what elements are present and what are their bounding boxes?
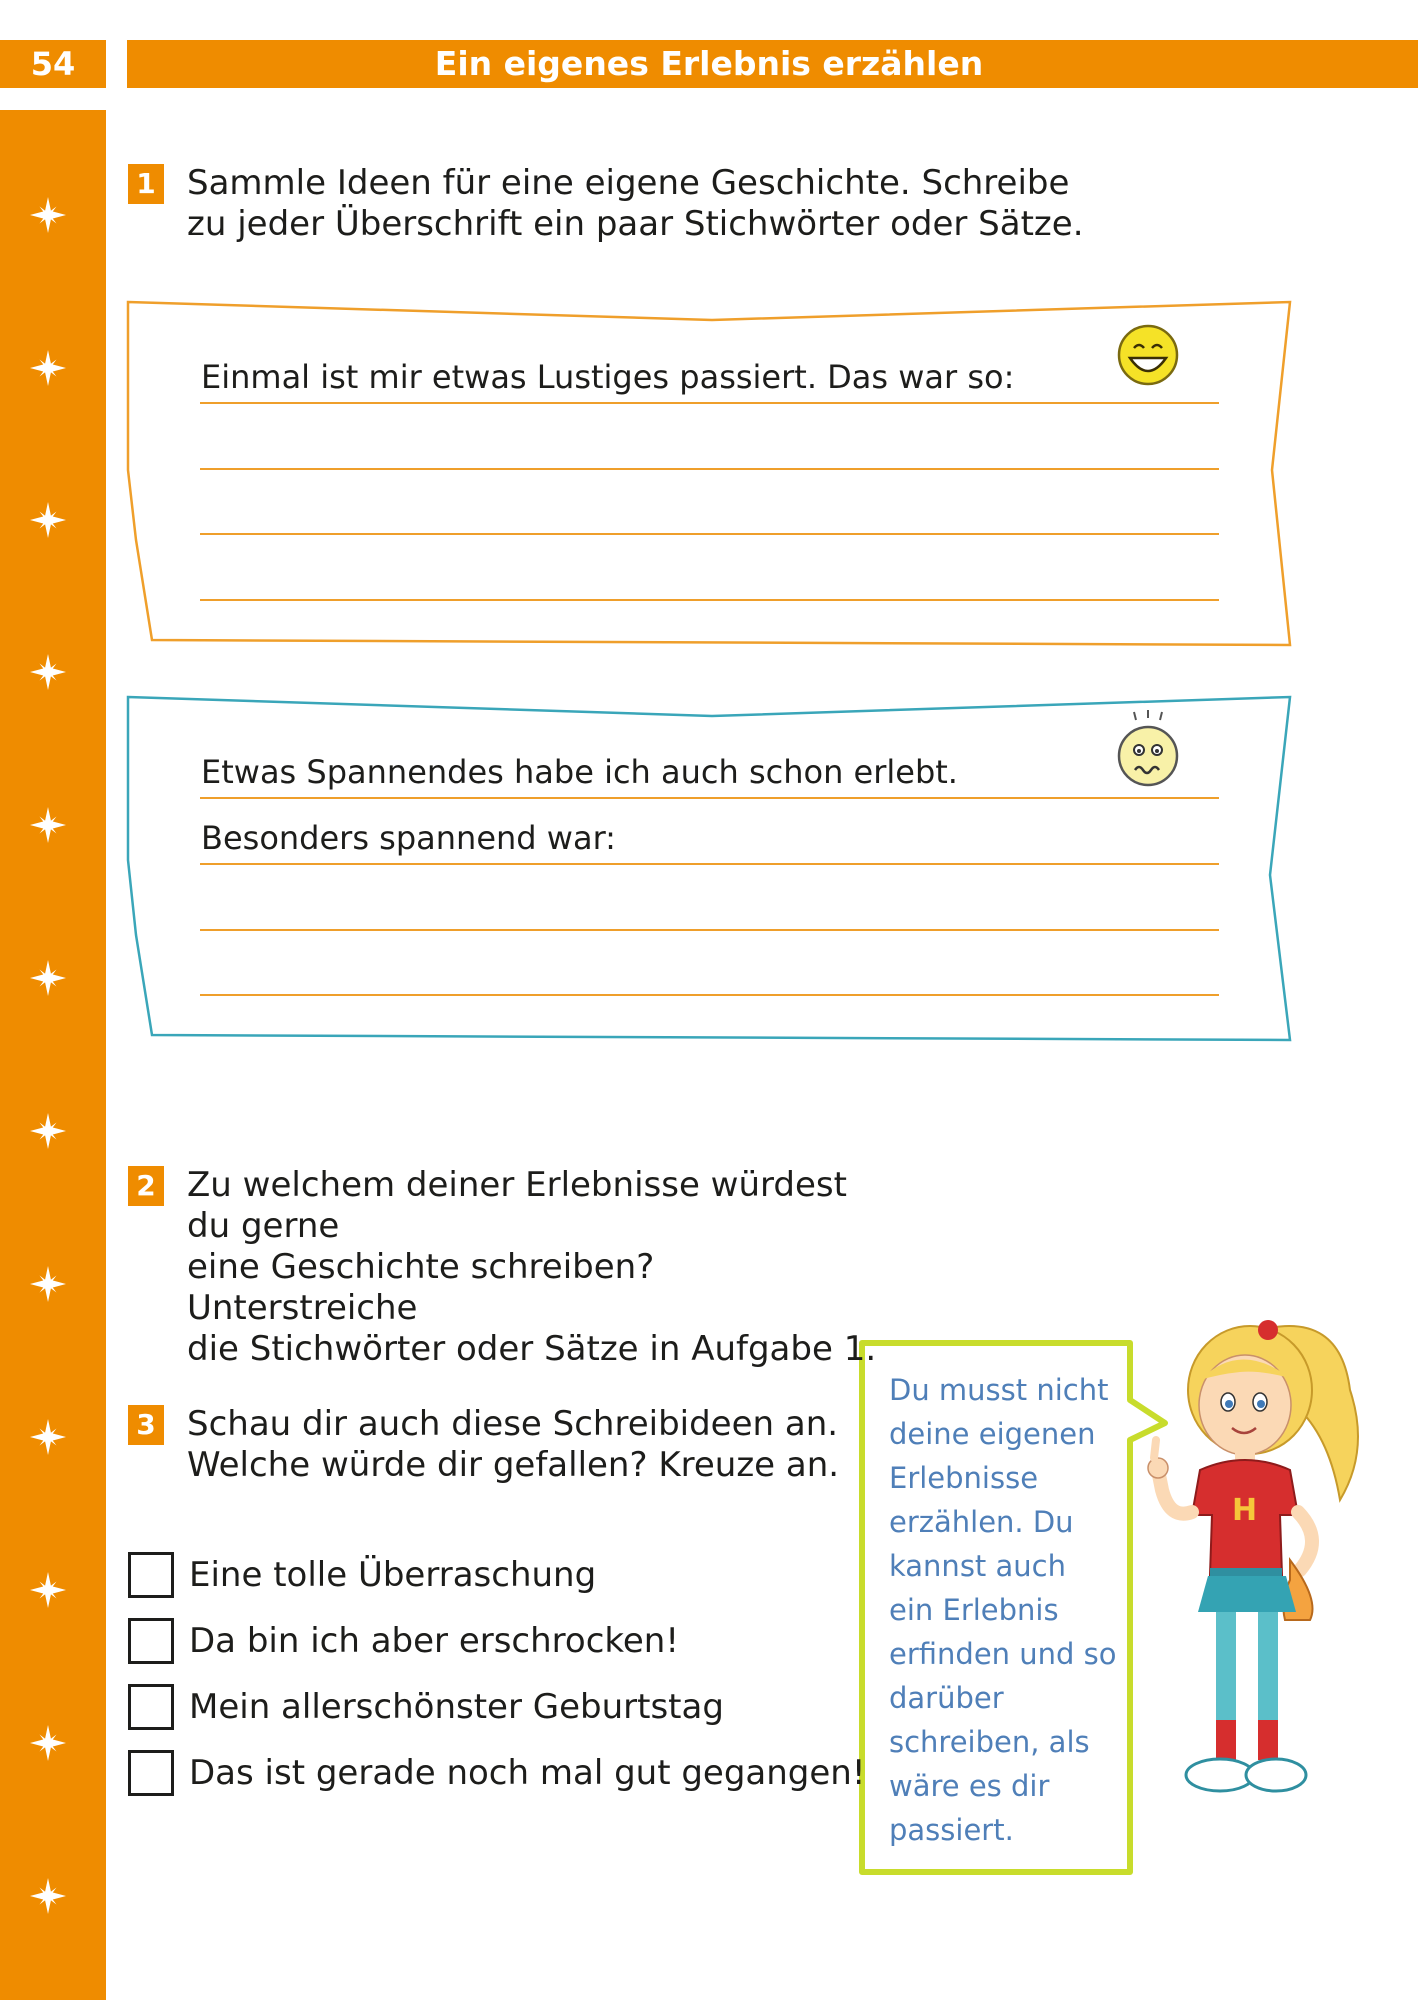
speech-bubble-line: erzählen. Du: [889, 1505, 1074, 1539]
writing-line[interactable]: [200, 994, 1219, 996]
writing-line[interactable]: [200, 468, 1219, 470]
speech-bubble-line: darüber: [889, 1681, 1004, 1715]
speech-bubble-line: wäre es dir: [889, 1769, 1050, 1803]
exciting-story-subheading: Besonders spannend war:: [201, 819, 616, 857]
option-label: Mein allerschönster Geburtstag: [189, 1687, 724, 1727]
checkbox-surprise[interactable]: [128, 1552, 174, 1598]
exciting-story-heading: Etwas Spannendes habe ich auch schon erlebt.: [201, 753, 958, 791]
speech-bubble: [889, 1368, 1119, 1852]
smiley-scared-icon: [1112, 708, 1184, 792]
speech-bubble-line: deine eigenen: [889, 1417, 1096, 1451]
writing-line[interactable]: [200, 402, 1219, 404]
girl-character-illustration: [1140, 1300, 1380, 1840]
speech-bubble-line: passiert.: [889, 1813, 1014, 1847]
task-1-number: 1: [128, 164, 164, 204]
funny-story-heading: Einmal ist mir etwas Lustiges passiert. Das war so:: [201, 358, 1015, 396]
speech-bubble-line: Erlebnisse: [889, 1461, 1039, 1495]
option-label: Eine tolle Überraschung: [189, 1555, 597, 1595]
svg-text:H: H: [1232, 1493, 1258, 1528]
smiley-laughing-icon: [1115, 322, 1181, 388]
task-3-number: 3: [128, 1405, 164, 1445]
task-1-instruction: Sammle Ideen für eine eigene Geschichte. Schreibe zu jeder Überschrift ein paar Stichwörter oder Sätze.: [187, 163, 1084, 244]
writing-line[interactable]: [200, 929, 1219, 931]
writing-line[interactable]: [200, 863, 1219, 865]
task-3-instruction: Schau dir auch diese Schreibideen an. Welche würde dir gefallen? Kreuze an.: [187, 1404, 840, 1485]
speech-bubble-line: kannst auch: [889, 1549, 1066, 1583]
checkbox-frightened[interactable]: [128, 1618, 174, 1664]
checkbox-close-call[interactable]: [128, 1750, 174, 1796]
page-title: Ein eigenes Erlebnis erzählen: [434, 44, 984, 83]
task-2-number: 2: [128, 1166, 164, 1206]
writing-line[interactable]: [200, 599, 1219, 601]
checkbox-birthday[interactable]: [128, 1684, 174, 1730]
speech-bubble-line: ein Erlebnis: [889, 1593, 1059, 1627]
task-2-instruction: Zu welchem deiner Erlebnisse würdest du gerne eine Geschichte schreiben? Unterstreiche die Stichwörter oder Sätze in Aufgabe 1.: [187, 1165, 877, 1369]
speech-bubble-line: erfinden und so: [889, 1637, 1117, 1671]
writing-line[interactable]: [200, 797, 1219, 799]
speech-bubble-line: schreiben, als: [889, 1725, 1090, 1759]
page-number: 54: [30, 45, 76, 83]
speech-bubble-line: Du musst nicht: [889, 1373, 1109, 1407]
option-label: Da bin ich aber erschrocken!: [189, 1621, 679, 1661]
writing-line[interactable]: [200, 533, 1219, 535]
option-label: Das ist gerade noch mal gut gegangen!: [189, 1753, 866, 1793]
